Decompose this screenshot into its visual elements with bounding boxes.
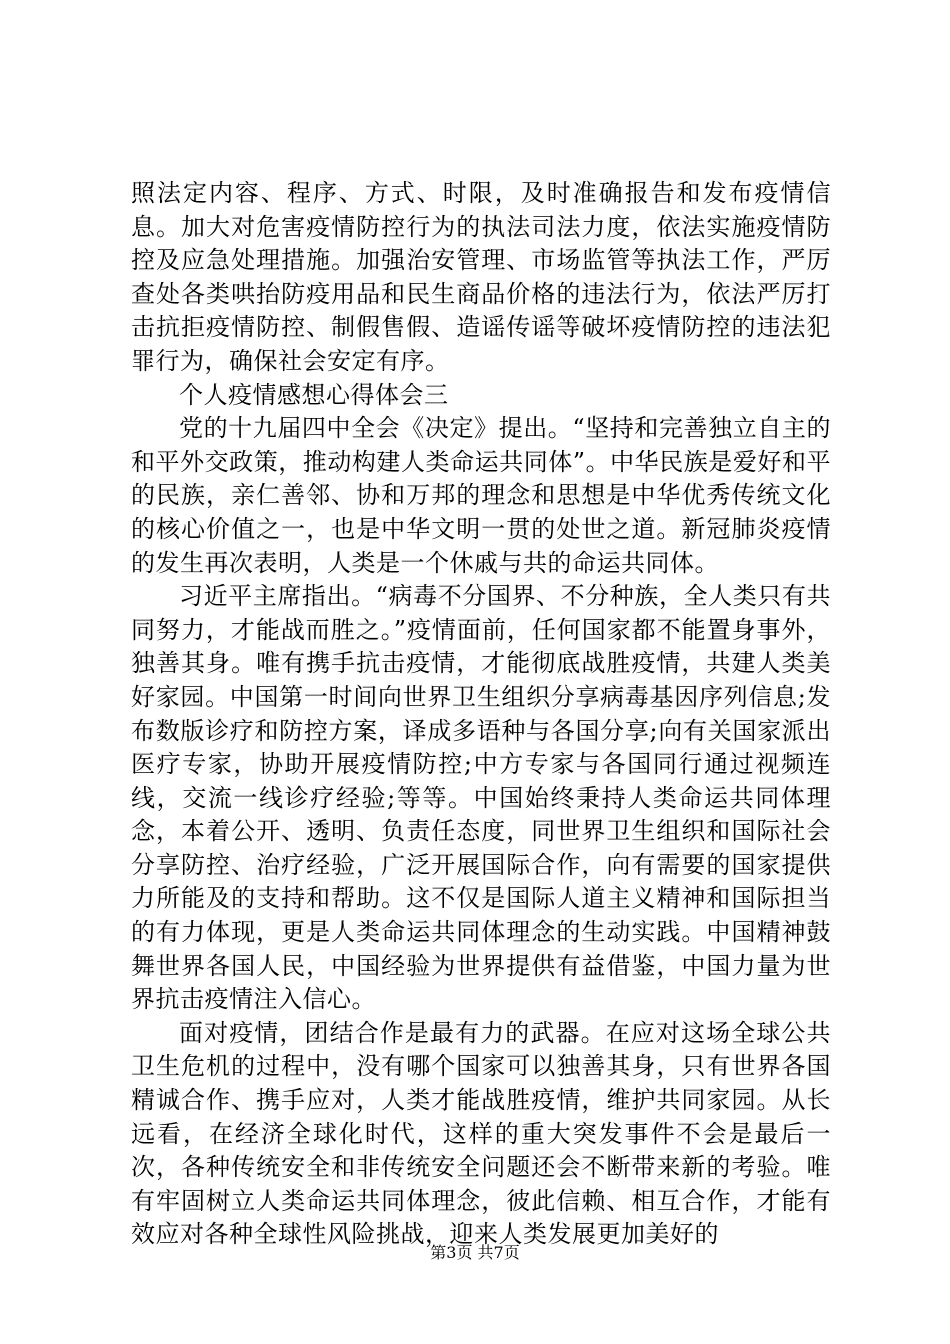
section-heading: 个人疫情感想心得体会三 (179, 380, 449, 409)
document-body (131, 177, 831, 1252)
paragraph-president-quote: 习近平主席指出。“病毒不分国界、不分种族，全人类只有共同努力，才能战而胜之。”疫情面前，任何国家都不能置身事外，独善其身。唯有携手抗击疫情，才能彻底战胜疫情，共建人类美好家园。中国第一时间向世界卫生组织分享病毒基因序列信息;发布数版诊疗和防控方案，译成多语种与各国分享;向有关国家派出医疗专家，协助开展疫情防控;中方专家与各国同行通过视频连线，交流一线诊疗经验;等等。中国始终秉持人类命运共同体理念，本着公开、透明、负责任态度，同世界卫生组织和国际社会分享防控、治疗经验，广泛开展国际合作，向有需要的国家提供力所能及的支持和帮助。这不仅是国际人道主义精神和国际担当的有力体现，更是人类命运共同体理念的生动实践。中国精神鼓舞世界各国人民，中国经验为世界提供有益借鉴，中国力量为世界抗击疫情注入信心。 (131, 582, 831, 1014)
paragraph-continuation: 照法定内容、程序、方式、时限，及时准确报告和发布疫情信息。加大对危害疫情防控行为的执法司法力度，依法实施疫情防控及应急处理措施。加强治安管理、市场监管等执法工作，严厉查处各类哄抬防疫用品和民生商品价格的违法行为，依法严厉打击抗拒疫情防控、制假售假、造谣传谣等破坏疫情防控的违法犯罪行为，确保社会安定有序。 (131, 179, 831, 375)
paragraph-cooperation: 面对疫情，团结合作是最有力的武器。在应对这场全球公共卫生危机的过程中，没有哪个国家可以独善其身，只有世界各国精诚合作、携手应对，人类才能战胜疫情，维护共同家园。从长远看，在经济全球化时代，这样的重大突发事件不会是最后一次，各种传统安全和非传统安全问题还会不断带来新的考验。唯有牢固树立人类命运共同体理念，彼此信赖、相互合作，才能有效应对各种全球性风险挑战，迎来人类发展更加美好的 (131, 1018, 831, 1249)
paragraph-decision: 党的十九届四中全会《决定》提出。“坚持和完善独立自主的和平外交政策，推动构建人类命运共同体”。中华民族是爱好和平的民族，亲仁善邻、协和万邦的理念和思想是中华优秀传统文化的核心价值之一，也是中华文明一贯的处世之道。新冠肺炎疫情的发生再次表明，人类是一个休戚与共的命运共同体。 (131, 414, 831, 577)
page-footer: 第3页 共7页 (430, 1243, 520, 1262)
